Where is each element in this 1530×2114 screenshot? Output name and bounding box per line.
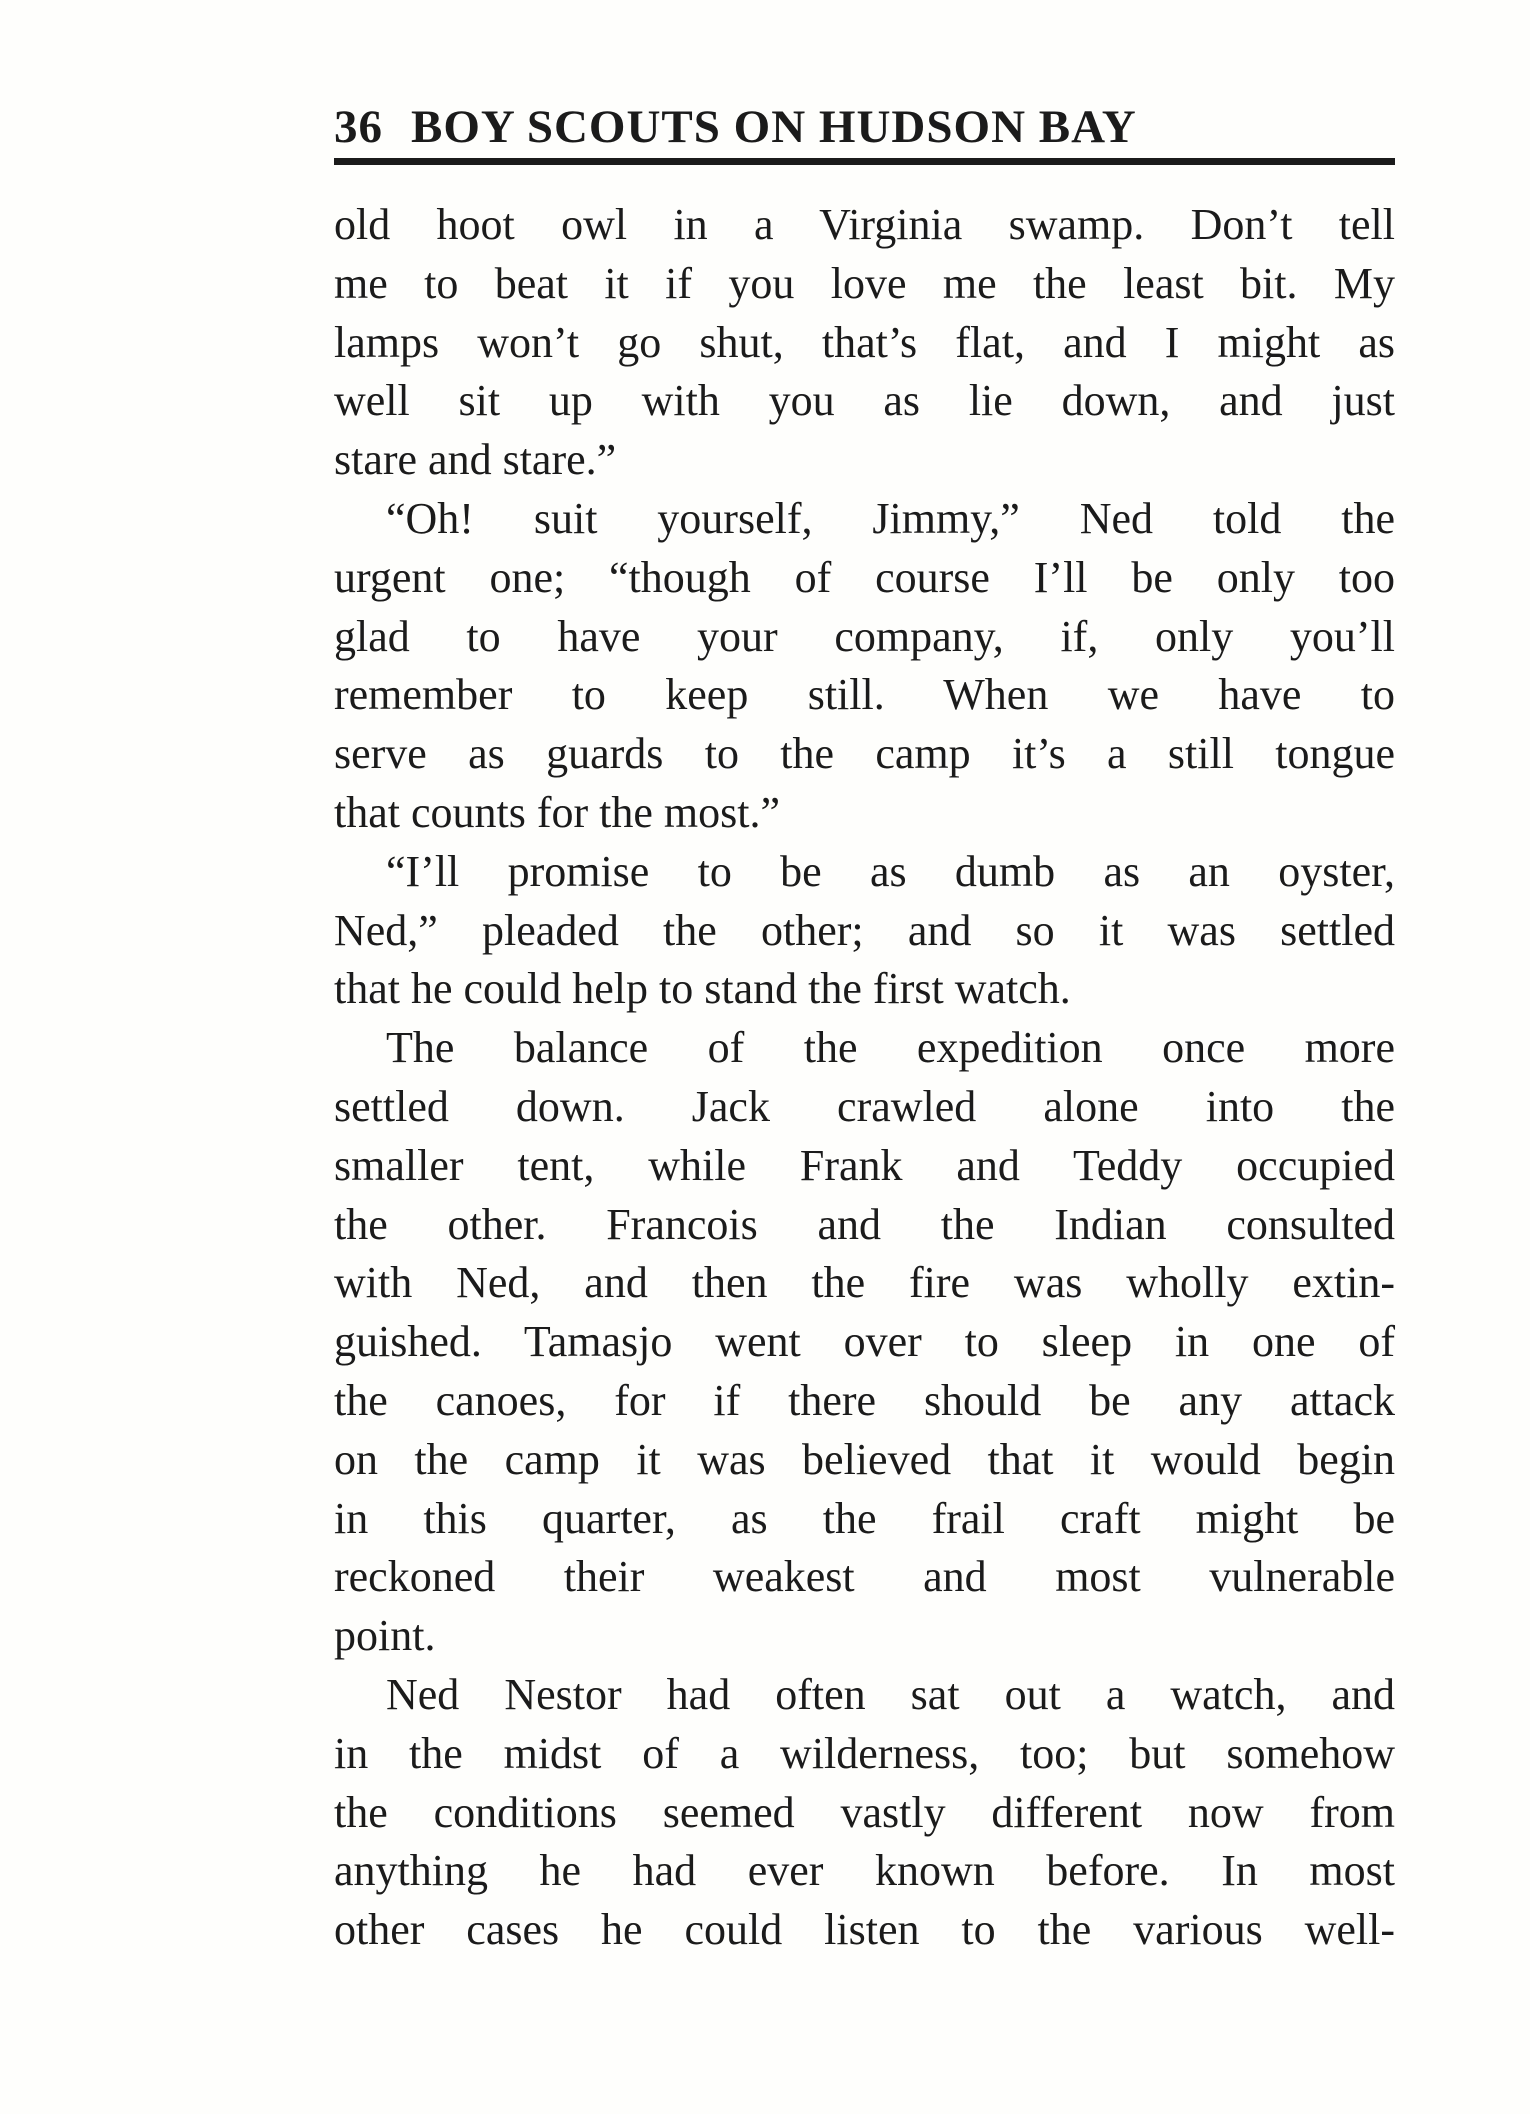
- text-line: settled down. Jack crawled alone into the: [334, 1081, 1395, 1131]
- text-line: Ned,” pleaded the other; and so it was settled: [334, 905, 1395, 955]
- text-line: the canoes, for if there should be any attack: [334, 1375, 1395, 1425]
- text-line: the other. Francois and the Indian consulted: [334, 1199, 1395, 1249]
- text-line: other cases he could listen to the various well-: [334, 1905, 1395, 1955]
- text-line: lamps won’t go shut, that’s flat, and I might as: [334, 317, 1395, 367]
- text-line: that counts for the most.”: [334, 787, 781, 837]
- text-line: old hoot owl in a Virginia swamp. Don’t tell: [334, 200, 1395, 249]
- text-line: in this quarter, as the frail craft might be: [334, 1493, 1395, 1543]
- text-line: that he could help to stand the first watch.: [334, 964, 1071, 1014]
- page-number: 36: [334, 101, 383, 153]
- text-line: serve as guards to the camp it’s a still tongue: [334, 729, 1395, 779]
- text-line: with Ned, and then the fire was wholly extin-: [334, 1258, 1395, 1308]
- text-line: point.: [334, 1611, 436, 1661]
- text-line: urgent one; “though of course I’ll be only too: [334, 552, 1395, 602]
- text-line: the conditions seemed vastly different now from: [334, 1787, 1395, 1837]
- body-text: [334, 196, 1395, 1960]
- text-line: stare and stare.”: [334, 435, 617, 485]
- text-line: Ned Nestor had often sat out a watch, and: [386, 1669, 1395, 1719]
- text-line: anything he had ever known before. In most: [334, 1846, 1395, 1896]
- book-title: BOY SCOUTS ON HUDSON BAY: [411, 101, 1137, 153]
- text-line: “I’ll promise to be as dumb as an oyster,: [386, 846, 1395, 896]
- text-line: “Oh! suit yourself, Jimmy,” Ned told the: [386, 493, 1395, 543]
- text-line: on the camp it was believed that it would begin: [334, 1434, 1395, 1484]
- text-line: glad to have your company, if, only you’ll: [334, 611, 1395, 661]
- text-line: smaller tent, while Frank and Teddy occupied: [334, 1140, 1395, 1190]
- text-line: me to beat it if you love me the least bit. My: [334, 258, 1395, 308]
- header-rule: [334, 158, 1395, 165]
- text-line: reckoned their weakest and most vulnerable: [334, 1552, 1395, 1602]
- text-line: remember to keep still. When we have to: [334, 670, 1395, 720]
- running-head: [334, 96, 1394, 158]
- text-line: well sit up with you as lie down, and just: [334, 376, 1395, 426]
- text-line: in the midst of a wilderness, too; but somehow: [334, 1728, 1395, 1778]
- text-line: The balance of the expedition once more: [386, 1023, 1395, 1073]
- text-line: guished. Tamasjo went over to sleep in one of: [334, 1317, 1395, 1367]
